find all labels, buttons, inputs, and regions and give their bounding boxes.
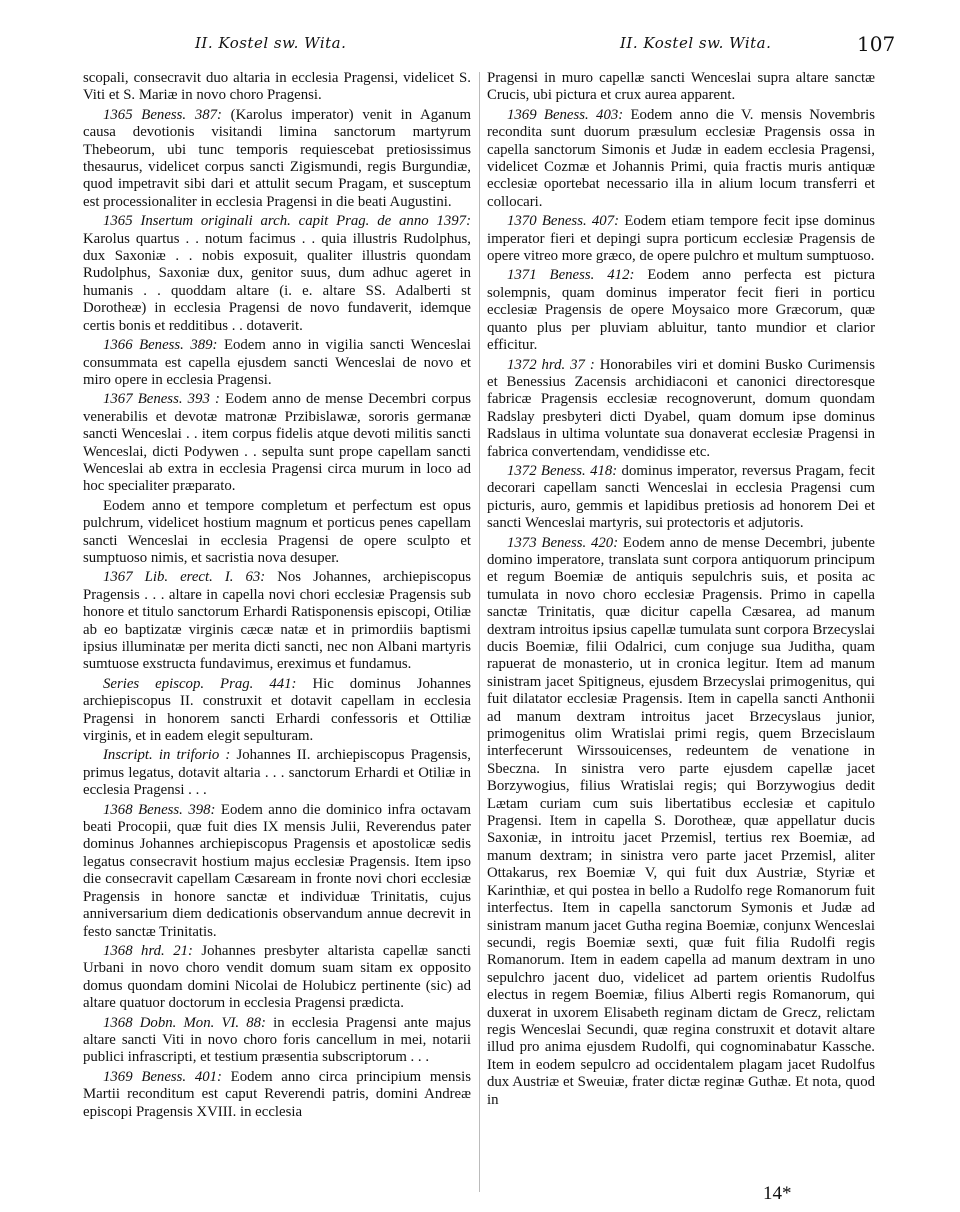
paragraph bbox=[83, 802, 471, 941]
paragraph bbox=[83, 569, 471, 673]
source-reference: 1369 Beness. 403: bbox=[507, 106, 624, 123]
source-reference: 1372 Beness. 418: bbox=[507, 462, 618, 479]
paragraph-text: Eodem anno et tempore completum et perfectum est opus pulchrum, videlicet hostium magnum et porticus penes capellam sancti Wenceslai in ecclesia Pragensi de opere sculpto et sumptuoso nimis, et sacristia nova desuper. bbox=[83, 497, 471, 566]
paragraph-text: Eodem anno die dominico infra octavam beati Procopii, quæ fuit dies IX mensis Julii, Reverendus pater dominus Johannes archiepiscopus Pragensis et apostolicæ sedis legatus consecravit hostium majus ecclesiæ Pragensis. Item ipso die consecravit capellam Cæsaream in fronte novi chori ecclesiæ Pragensis in honore sanctæ et individuæ Trinitatis, cujus anniversarium diem dedicationis observandum annue decrevit in festo sanctæ Trinitatis. bbox=[83, 801, 471, 940]
source-reference: 1369 Beness. 401: bbox=[103, 1068, 222, 1085]
paragraph-text: Eodem anno perfecta est pictura solempnis, quam dominus imperator fecit fieri in porticu ecclesiæ Pragensis de opere Moysaico more Græcorum, quæ quanto plus per pluviam abluitur, tanto mundior et clarior efficitur. bbox=[487, 267, 876, 354]
source-reference: Inscript. in triforio : bbox=[103, 747, 231, 764]
paragraph-text: scopali, consecravit duo altaria in ecclesia Pragensi, videlicet S. Viti et S. Mariæ in novo choro Pragensi. bbox=[83, 70, 471, 104]
paragraph-text: Eodem anno de mense Decembri corpus venerabilis et devotæ matronæ Przibislawæ, sororis germanæ sancti Wenceslai . . item corpus fidelis atque devoti militis sancti Wenceslai, dicti Podywen . . sepulta sunt prope capellam sancti Wenceslai ab extra in ecclesia Pragensi circa murum in loco ad hoc specialiter præparato. bbox=[83, 391, 472, 495]
paragraph-text: Eodem anno in vigilia sancti Wenceslai consummata est capella ejusdem sancti Wenceslai de novo et miro opere in ecclesia Pragensi. bbox=[83, 337, 471, 388]
paragraph-text: Karolus quartus . . notum facimus . . quia illustris Rudolphus, dux Saxoniæ . . nobis exposuit, qualiter illustris quondam Rudolphus, Saxoniæ dux, genitor suus, dum adhuc ageret in humanis . . quoddam altare (i. e. altare SS. Adalberti st Dorotheæ) in ecclesia Pragensi de novo fundaverit, idemque certis bonis et redditibus . . dotaverit. bbox=[83, 230, 471, 334]
paragraph bbox=[487, 70, 875, 105]
paragraph-text: Johannes II. archiepiscopus Pragensis, primus legatus, dotavit altaria . . . sanctorum Erhardi et Otiliæ in ecclesia Pragensi . . . bbox=[83, 747, 471, 799]
right-text-column bbox=[487, 70, 875, 1111]
source-reference: 1370 Beness. 407: bbox=[507, 213, 620, 230]
source-reference: 1365 Beness. 387: bbox=[103, 106, 222, 123]
paragraph bbox=[487, 107, 875, 211]
paragraph-text: Eodem anno circa principium mensis Martii reconditum est caput Reverendi patris, domini Andreæ episcopi Pragensis XVIII. in ecclesia bbox=[83, 1068, 472, 1120]
paragraph-text: Johannes presbyter altarista capellæ sancti Urbani in novo choro vendit domum suam sitam ex opposito domus quondam domini Nicolai de Holubicz pertinente (sic) ad altare quatuor doctorum in ecclesia Pragensi prædicta. bbox=[83, 942, 471, 1012]
paragraph-text: Pragensi in muro capellæ sancti Wenceslai supra altare sanctæ Crucis, ubi pictura et crux aurea apparent. bbox=[487, 70, 875, 104]
source-reference: 1372 hrd. 37 : bbox=[507, 356, 595, 373]
paragraph bbox=[487, 267, 875, 354]
source-reference: 1371 Beness. 412: bbox=[507, 267, 635, 284]
paragraph bbox=[487, 357, 875, 461]
paragraph-text: (Karolus imperator) venit in Aganum causa devotionis visitandi limina sanctorum martyrum Thebeorum, ubi tunc temporis requiescebat pretiosissimus thesaurus, videlicet corpus sancti Zigismundi, regis Burgundiæ, quod impetravit sibi dari et attulit secum Pragam, et susceptum est processionaliter in ecclesia Pragensi in die beati Augustini. bbox=[83, 106, 471, 210]
source-reference: 1368 hrd. 21: bbox=[103, 942, 193, 959]
source-reference: 1367 Beness. 393 : bbox=[103, 391, 220, 408]
paragraph-text: Hic dominus Johannes archiepiscopus II. construxit et dotavit capellam in ecclesia Pragensi in honorem sancti Erhardi confessoris et Ottiliæ virginis, et in eadem elegit sepulturam. bbox=[83, 675, 472, 745]
paragraph-text: Eodem anno die V. mensis Novembris recondita sunt duorum præsulum ecclesiæ Pragensis ossa in capella sanctorum Simonis et Judæ in eadem ecclesia Pragensi, videlicet Cozmæ et Johannis Primi, quia fractis muris antiquæ ecclesiæ oportebat necessario illa in alium locum transferri et collocari. bbox=[487, 106, 875, 210]
source-reference: 1365 Insertum originali arch. capit Prag. de anno 1397: bbox=[103, 213, 471, 230]
page-number: 107 bbox=[857, 32, 896, 56]
paragraph-text: Eodem etiam tempore fecit ipse dominus imperator fieri et depingi supra porticum ecclesiæ Pragensis de opere vitreo more græco, de opere pulchro et multum sumptuoso. bbox=[487, 213, 875, 265]
paragraph-text: Honorabiles viri et domini Busko Curimensis et Benessius Zacensis archidiaconi et canonici directoresque fabricæ Pragensis ecclesiæ recognoverunt, domum quondam Radslay presbyteri dicti Dyabel, quam domum ipse dominus Radslaus in ultima voluntate sua donaverat ecclesiæ Pragensi in fabrica convertendam, vendidisse etc. bbox=[487, 356, 875, 460]
paragraph bbox=[83, 391, 471, 495]
paragraph bbox=[83, 70, 471, 105]
paragraph-text: dominus imperator, reversus Pragam, fecit decorari capellam sancti Wenceslai in ecclesia Pragensi cum picturis, auro, gemmis et lapidibus pretiosis ad honorem Dei et sancti Wenceslai martyris, sui protectoris et adjutoris. bbox=[487, 462, 875, 532]
source-reference: 1367 Lib. erect. I. 63: bbox=[103, 569, 266, 586]
paragraph-text: Nos Johannes, archiepiscopus Pragensis . . . altare in capella novi chori ecclesiæ Pragensis sub honore et titulo sanctorum Erhardi Ratisponensis episcopi, Otiliæ ab eo baptizatæ virginis cæcæ natæ et in primordiis baptismi ipsius illuminatæ per merita dicti sancti, nec non Albani martyris sumtuose exstructa fundavimus, ereximus et fundamus. bbox=[83, 569, 471, 673]
paragraph bbox=[83, 213, 471, 335]
right-running-head: II. Kostel sw. Wita. bbox=[620, 34, 772, 52]
paragraph bbox=[83, 943, 471, 1013]
left-text-column bbox=[83, 70, 471, 1123]
paragraph bbox=[487, 535, 875, 1109]
paragraph bbox=[83, 337, 471, 389]
paragraph bbox=[83, 1015, 471, 1067]
signature-mark: 14* bbox=[763, 1183, 792, 1204]
paragraph bbox=[83, 1069, 471, 1121]
paragraph bbox=[83, 747, 471, 799]
source-reference: 1368 Beness. 398: bbox=[103, 801, 216, 818]
source-reference: 1368 Dobn. Mon. VI. 88: bbox=[103, 1014, 266, 1031]
paragraph-text: in ecclesia Pragensi ante majus altare sancti Viti in novo choro foris cancellum in mei, notarii publici infrascripti, et testium præsentia subscriptorum . . . bbox=[83, 1014, 471, 1066]
paragraph bbox=[83, 676, 471, 746]
source-reference: 1373 Beness. 420: bbox=[507, 534, 619, 551]
paragraph bbox=[83, 498, 471, 568]
left-running-head: II. Kostel sw. Wita. bbox=[195, 34, 347, 52]
source-reference: Series episcop. Prag. 441: bbox=[103, 675, 297, 692]
paragraph bbox=[83, 107, 471, 211]
paragraph bbox=[487, 463, 875, 533]
paragraph bbox=[487, 213, 875, 265]
column-divider bbox=[479, 72, 480, 1192]
source-reference: 1366 Beness. 389: bbox=[103, 337, 218, 354]
paragraph-text: Eodem anno de mense Decembri, jubente domino imperatore, translata sunt corpora antiquorum principum et regum Boemiæ de antiquis sepulchris suis, et posita ac tumulata in novo choro ecclesiæ Pragensis. Primo in capella sanctæ Trinitatis, quæ dicitur capella Cæsarea, ad manum dextram introitus ipsius capellæ tumulata sunt corpora Brzecyslai ducis Boemiæ, filii Odalrici, cum conjuge sua Juditha, quam rapuerat de monasterio, ut in cronica legitur. Item ad manum sinistram jacet Spitigneus, ejusdem Brzecyslai primogenitus, qui fuit dilatator ecclesiæ Pragensis. Item in capella sancti Anthonii ad manum dextram introitus jacet Brzecyslaus junior, primogenitus olim Wratislai primi regis, quem Brzecislaum interfecerunt Wirssouicenses, redeuntem de venatione in Sbeczna. In sinistra vero parte ejusdem capellæ jacet Borzywogius, filius Wratislai regis; qui Borzywogius dedit Lætam curiam cum suis libertatibus ecclesiæ et capitulo Pragensi. Item in capella S. Dorotheæ, quæ appellatur ducis Saxoniæ, in introitu jacet Przemisl, tertius rex Boemiæ, ad manum dextram; in sinistra vero parte jacet Przemisl, aliter Ottakarus, rex Boemiæ V, qui fuit dux Austriæ, Styriæ et Karinthiæ, et qui postea in bello a Rudolfo rege Romanorum fuit interfectus. Item in capella sanctorum Symonis et Judæ ad sinistram manum jacet Gutha regina Boemiæ, conjunx Wenceslai secundi, regis Boemiæ sexti, quæ fuit filia Rudolfi regis Romanorum. Item in eadem capella ad manum dextram in uno sepulchro jacent duo, videlicet ad partem orientis Rudolfus electus in regem Boemiæ, filius Alberti regis Romanorum, qui duxerat in uxorem Elisabeth reginam dictam de Grecz, relictam regis Wenceslai Secundi, quæ regina construxit et dotavit altare illud pro anima ejusdem Rudolfi, qui cognominabatur Kassche. Item in eodem sepulcro ad occidentalem plagam jacet Rudolfus dux Austriæ et Sweuiæ, frater dictæ reginæ Guthæ. Et nota, quod in bbox=[487, 534, 875, 1108]
